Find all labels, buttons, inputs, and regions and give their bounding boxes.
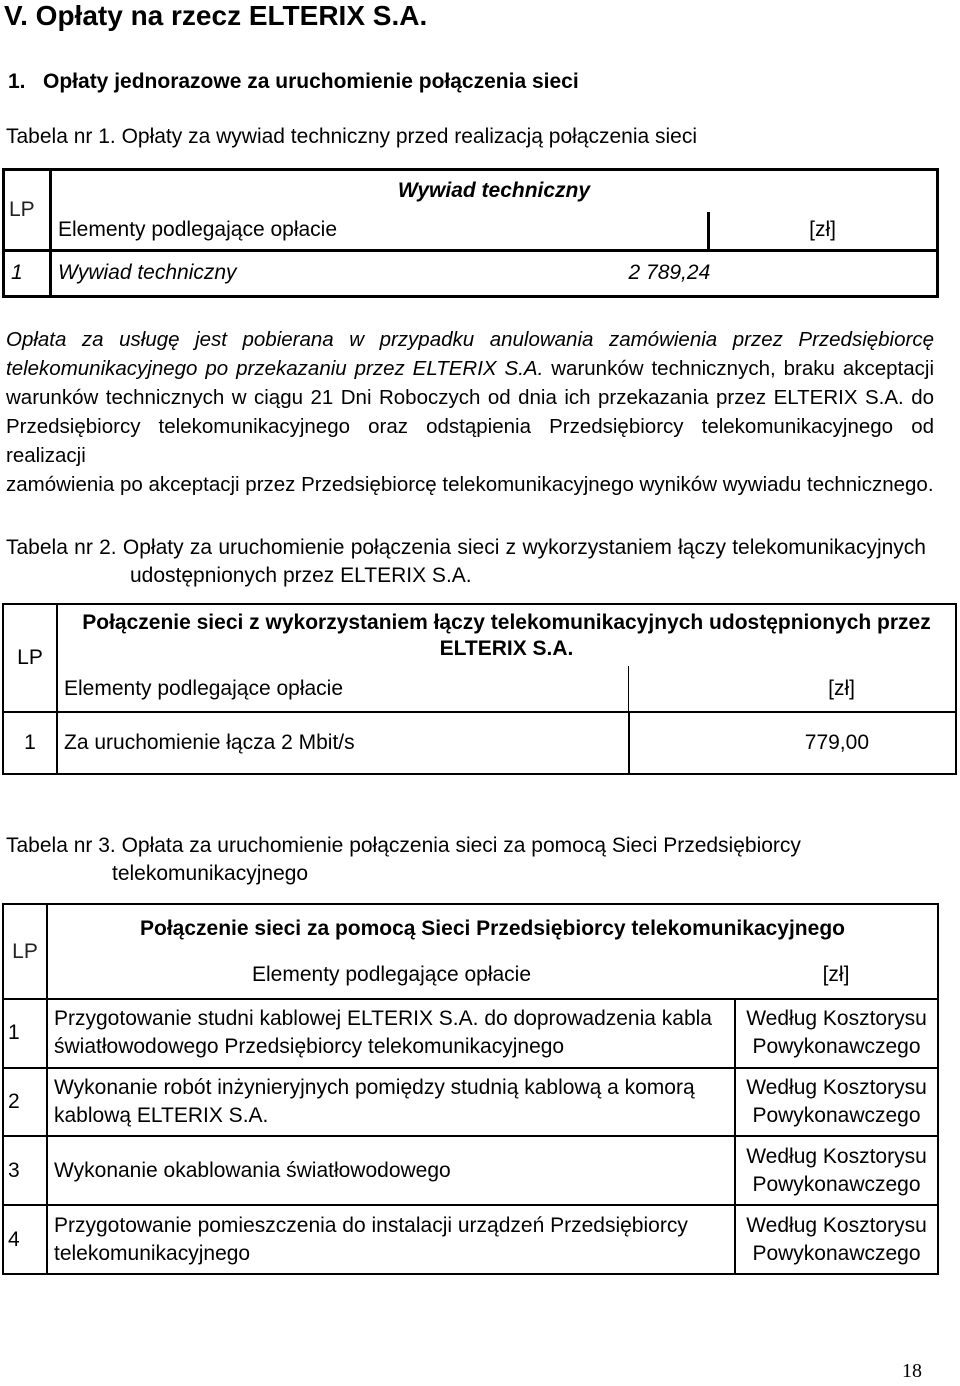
table3-caption-line2: telekomunikacyjnego [112,862,309,885]
table3-unit-header: [zł] [735,953,938,1000]
table1 [2,168,939,298]
subsection-title: 1. Opłaty jednorazowe za uruchomienie połączenia sieci [8,70,579,93]
table1-elements-header: Elementy podlegające opłacie [51,212,709,250]
table2-caption-line1: Tabela nr 2. Opłaty za uruchomienie połączenia sieci z wykorzystaniem łączy telekomunikacyjnych [6,536,926,559]
table1-lp-header: LP [4,170,51,251]
table2-lp-header: LP [3,604,57,712]
table1-caption: Tabela nr 1. Opłaty za wywiad techniczny przed realizacją połączenia sieci [6,125,698,148]
section-title: V. Opłaty na rzecz ELTERIX S.A. [4,0,428,31]
table2 [2,603,957,775]
table-row [3,1068,938,1137]
page-number: 18 [902,1360,922,1382]
table2-elements-header: Elementy podlegające opłacie [57,666,629,712]
table1-group-header: Wywiad techniczny [51,170,938,212]
table3-lp-header: LP [3,904,47,999]
table3-row-value: Według Kosztorysu Powykonawczego [735,1136,938,1205]
note-line4: Przedsiębiorcy telekomunikacyjnego oraz odstąpienia Przedsiębiorcy telekomunikacyjnego od realizacji [6,415,934,467]
table3-row-value: Według Kosztorysu Powykonawczego [735,1205,938,1274]
note-line2: telekomunikacyjnego po przekazaniu przez ELTERIX S.A. warunków technicznych, braku akceptacji [6,357,934,380]
table2-unit-header: [zł] [629,666,957,712]
table-row [3,999,938,1068]
table3-row-element: Wykonanie okablowania światłowodowego [47,1136,735,1205]
note-line5: zamówienia po akceptacji przez Przedsiębiorcę telekomunikacyjnego wyników wywiadu technicznego. [6,473,934,496]
fee-note [6,325,934,499]
table3-row-lp: 1 [3,999,47,1068]
table-row [3,1205,938,1274]
table3-row-element: Przygotowanie pomieszczenia do instalacji urządzeń Przedsiębiorcy telekomunikacyjnego [47,1205,735,1274]
table1-row-element: Wywiad techniczny [51,250,709,296]
table-row [3,1136,938,1205]
table3-elements-header: Elementy podlegające opłacie [47,953,735,1000]
table3-row-value: Według Kosztorysu Powykonawczego [735,999,938,1068]
table-row [3,712,956,774]
table1-row-lp: 1 [4,250,51,296]
note-line1: Opłata za usługę jest pobierana w przypadku anulowania zamówienia przez Przedsiębiorcę [6,328,934,351]
table2-row-element: Za uruchomienie łącza 2 Mbit/s [57,712,629,774]
note-line3: warunków technicznych w ciągu 21 Dni Roboczych od dnia ich przekazania przez ELTERIX S.A. do [6,386,934,409]
table3-row-element: Wykonanie robót inżynieryjnych pomiędzy studnią kablową a komorą kablową ELTERIX S.A. [47,1068,735,1137]
table3-row-lp: 4 [3,1205,47,1274]
table-row [4,250,938,296]
table3-row-lp: 3 [3,1136,47,1205]
table3-caption-line1: Tabela nr 3. Opłata za uruchomienie połączenia sieci za pomocą Sieci Przedsiębiorcy [6,834,801,857]
table3-row-lp: 2 [3,1068,47,1137]
table1-row-value: 2 789,24 [709,250,938,296]
table3-group-header: Połączenie sieci za pomocą Sieci Przedsiębiorcy telekomunikacyjnego [47,904,938,953]
table3-row-element: Przygotowanie studni kablowej ELTERIX S.A. do doprowadzenia kabla światłowodowego Przedsiębiorcy telekomunikacyjnego [47,999,735,1068]
table2-row-value: 779,00 [629,712,957,774]
table2-row-lp: 1 [3,712,57,774]
table2-caption-line2: udostępnionych przez ELTERIX S.A. [130,564,472,587]
table3-row-value: Według Kosztorysu Powykonawczego [735,1068,938,1137]
table2-group-header: Połączenie sieci z wykorzystaniem łączy telekomunikacyjnych udostępnionych przez ELTERIX S.A. [57,604,956,666]
table3 [2,903,939,1275]
table1-unit-header: [zł] [709,212,938,250]
